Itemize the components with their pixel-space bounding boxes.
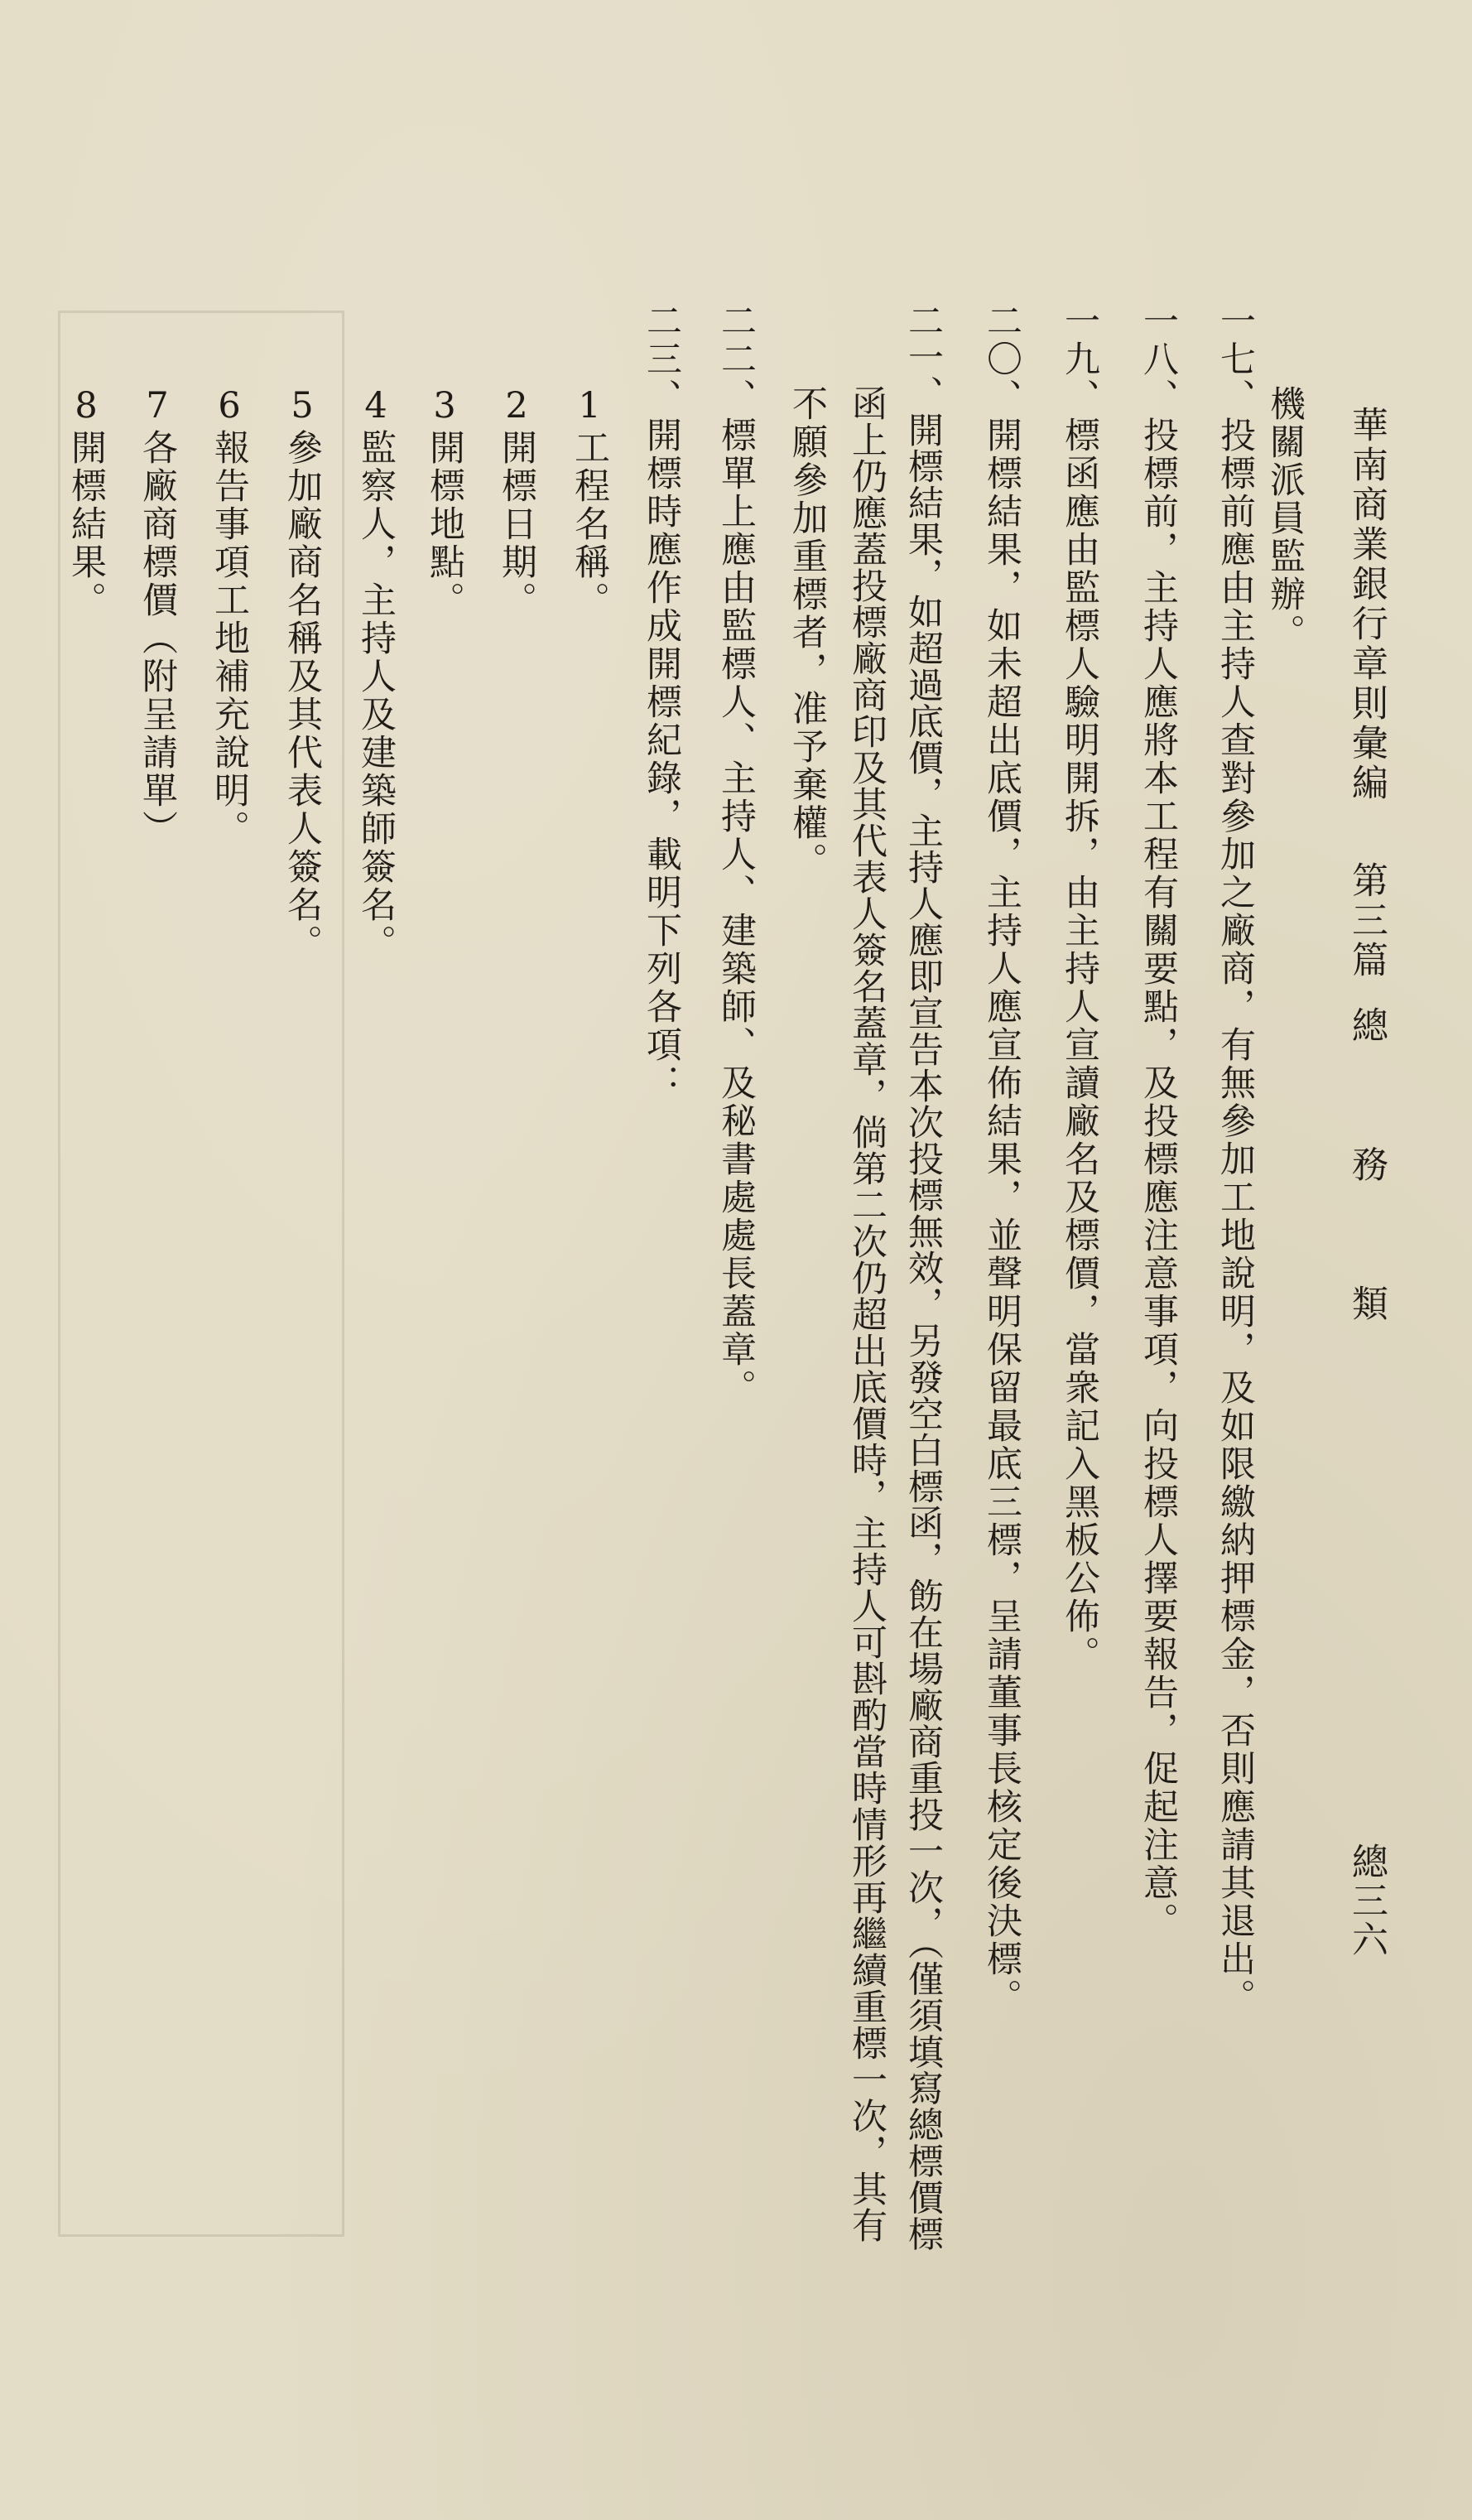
article-18 bbox=[1138, 302, 1179, 1940]
list-item-3: 3開標地點。 bbox=[424, 385, 465, 619]
article-number: 二三、 bbox=[641, 302, 682, 417]
article-number: 二〇、 bbox=[981, 302, 1022, 417]
article-21-continued-1: 函上仍應蓋投標廠商印及其代表人簽名蓋章，倘第二次仍超出底價時，主持人可斟酌當時情形再繼續重標一次，其有 bbox=[846, 385, 888, 2243]
article-text: 開標結果，如超過底價，主持人應即宣告本次投標無效，另發空白標函，飭在場廠商重投一次，（僅須填寫總標價標 bbox=[902, 412, 944, 2253]
article-20 bbox=[981, 302, 1022, 2016]
article-21-continued-2: 不願參加重標者，准予棄權。 bbox=[787, 385, 828, 880]
list-item-1: 1工程名稱。 bbox=[569, 385, 610, 619]
article-number: 一八、 bbox=[1138, 302, 1179, 417]
article-number: 一七、 bbox=[1215, 302, 1256, 417]
body-line-1: 機關派員監辦。 bbox=[1264, 385, 1306, 652]
list-item-8: 8開標結果。 bbox=[65, 385, 107, 619]
article-23 bbox=[641, 302, 682, 1102]
article-number: 二一、 bbox=[902, 302, 944, 412]
list-item-6: 6報告事項工地補充說明。 bbox=[209, 385, 250, 848]
article-text: 投標前，主持人應將本工程有關要點，及投標應注意事項，向投標人擇要報告，促起注意。 bbox=[1138, 417, 1179, 1940]
article-text: 開標時應作成開標紀錄，載明下列各項： bbox=[641, 417, 682, 1102]
category-label: 總 務 類 bbox=[1345, 1006, 1388, 1354]
article-17 bbox=[1215, 302, 1256, 2016]
article-text: 標單上應由監標人、主持人、建築師、及秘書處處長蓋章。 bbox=[715, 417, 757, 1407]
article-number: 二二、 bbox=[715, 302, 757, 417]
list-item-2: 2開標日期。 bbox=[496, 385, 537, 619]
article-22 bbox=[715, 302, 757, 1407]
article-19 bbox=[1059, 302, 1100, 1674]
article-21 bbox=[902, 302, 944, 2253]
article-number: 一九、 bbox=[1059, 302, 1100, 417]
article-text: 開標結果，如未超出底價，主持人應宣佈結果，並聲明保留最底三標，呈請董事長核定後決標。 bbox=[981, 417, 1022, 2016]
article-text: 標函應由監標人驗明開拆，由主持人宣讀廠名及標價，當衆記入黑板公佈。 bbox=[1059, 417, 1100, 1674]
list-item-5: 5參加廠商名稱及其代表人簽名。 bbox=[281, 385, 323, 962]
list-item-7: 7各廠商標價（附呈請單） bbox=[137, 385, 178, 848]
article-text: 投標前應由主持人查對參加之廠商，有無參加工地說明，及如限繳納押標金，否則應請其退出。 bbox=[1215, 417, 1256, 2016]
page-number: 總三六 bbox=[1345, 1843, 1388, 1959]
section-label: 第三篇 bbox=[1345, 861, 1388, 981]
book-title: 華南商業銀行章則彙編 bbox=[1345, 406, 1388, 803]
list-item-4: 4監察人，主持人及建築師簽名。 bbox=[355, 385, 397, 962]
